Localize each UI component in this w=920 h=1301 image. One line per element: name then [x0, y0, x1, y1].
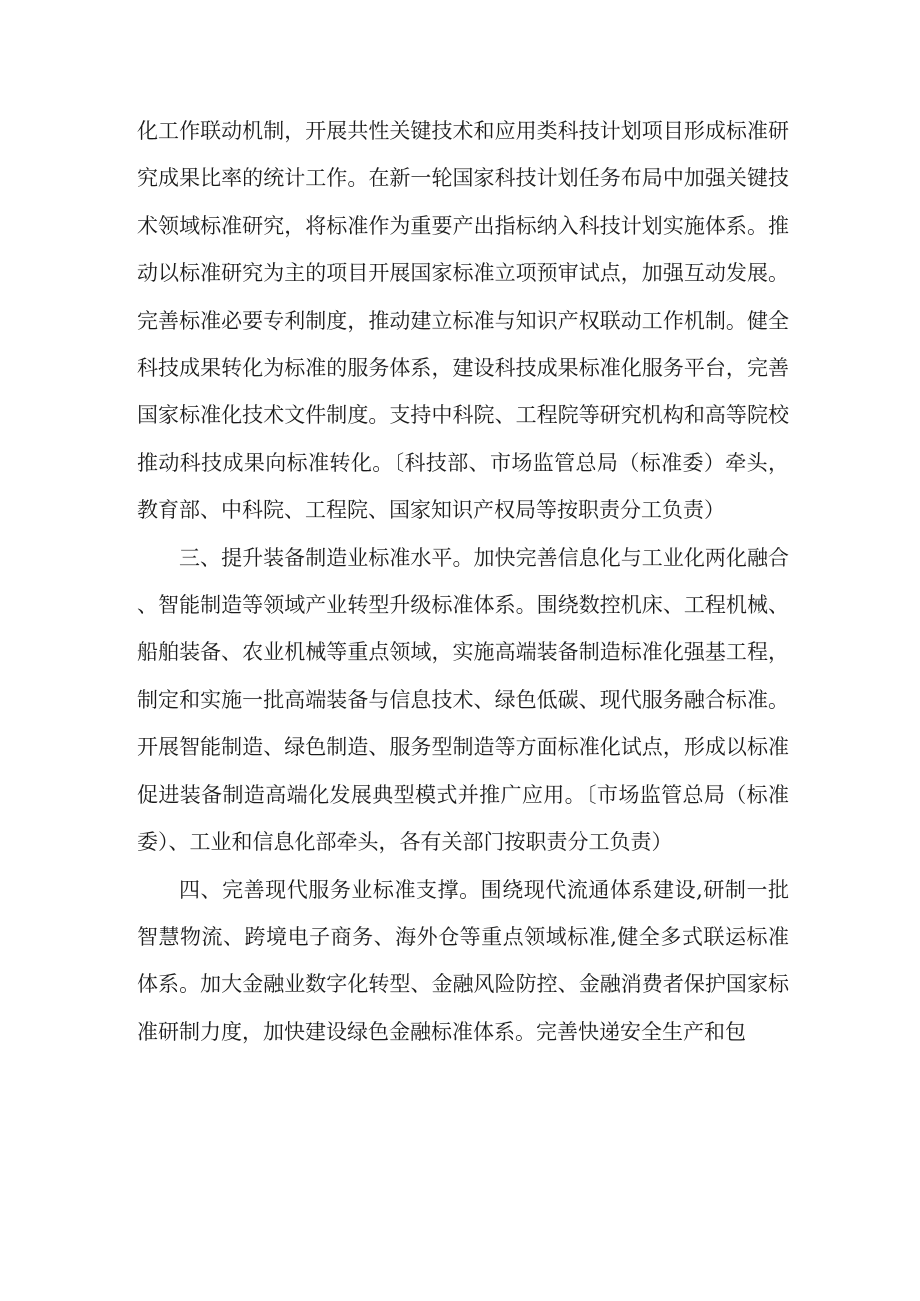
- paragraph-3: 四、完善现代服务业标准支撑。围绕现代流通体系建设,研制一批智慧物流、跨境电子商务、海外仓等重点领域标准,健全多式联运标准体系。加大金融业数字化转型、金融风险防控、金融消费者保护国家标准研制力度，加快建设绿色金融标准体系。完善快递安全生产和包: [137, 877, 789, 1044]
- paragraph-2: 三、提升装备制造业标准水平。加快完善信息化与工业化两化融合、智能制造等领域产业转型升级标准体系。围绕数控机床、工程机械、船舶装备、农业机械等重点领域，实施高端装备制造标准化强基工程，制定和实施一批高端装备与信息技术、绿色低碳、现代服务融合标准。开展智能制造、绿色制造、服务型制造等方面标准化试点，形成以标准促进装备制造高端化发展典型模式并推广应用。〔市场监管总局（标准委）、工业和信息化部牵头，各有关部门按职责分工负责）: [137, 545, 789, 855]
- paragraph-1: 化工作联动机制，开展共性关键技术和应用类科技计划项目形成标准研究成果比率的统计工作。在新一轮国家科技计划任务布局中加强关键技术领域标准研究，将标准作为重要产出指标纳入科技计划实施体系。推动以标准研究为主的项目开展国家标准立项预审试点，加强互动发展。完善标准必要专利制度，推动建立标准与知识产权联动工作机制。健全科技成果转化为标准的服务体系，建设科技成果标准化服务平台，完善国家标准化技术文件制度。支持中科院、工程院等研究机构和高等院校推动科技成果向标准转化。〔科技部、市场监管总局（标准委）牵头，教育部、中科院、工程院、国家知识产权局等按职责分工负责）: [137, 119, 789, 523]
- document-body: [137, 108, 789, 1056]
